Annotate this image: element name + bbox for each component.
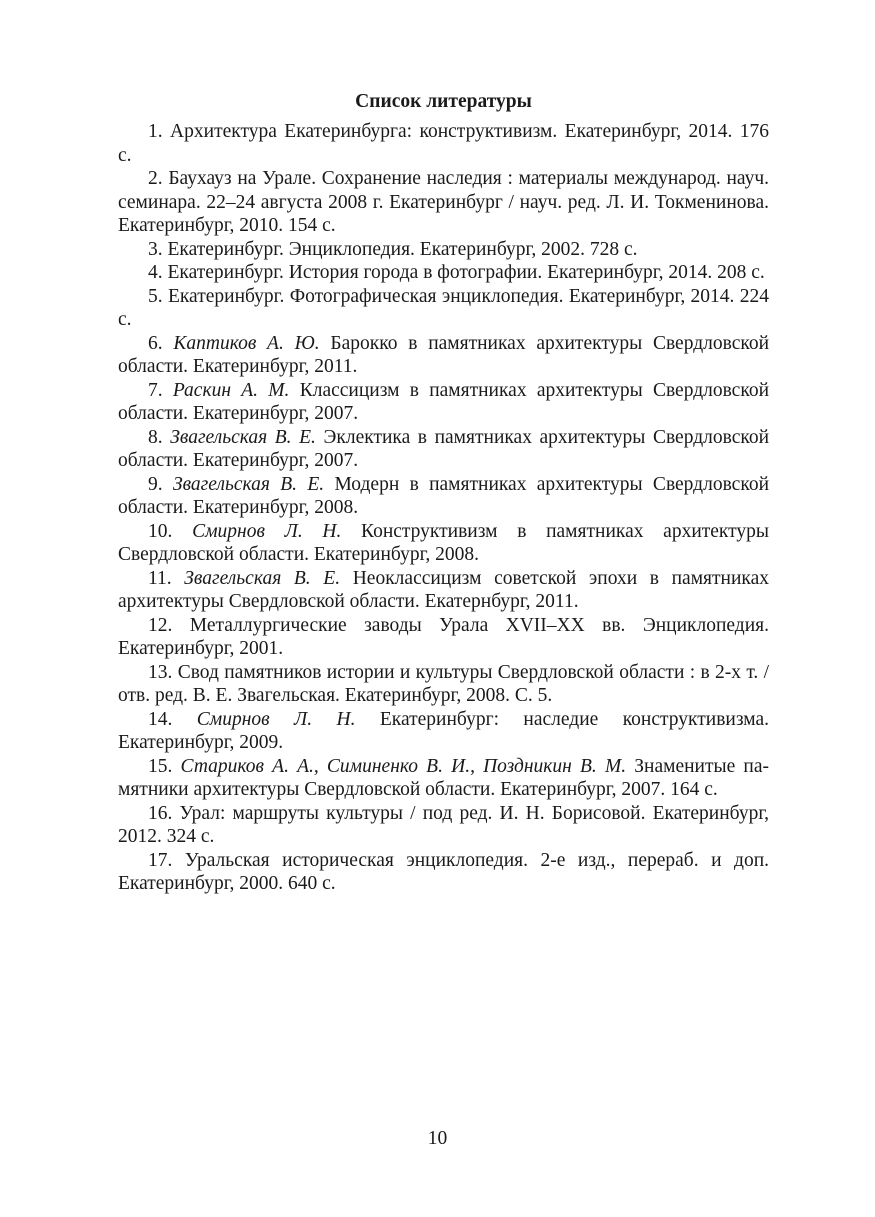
reference-item bbox=[118, 167, 769, 238]
reference-item bbox=[118, 802, 769, 849]
reference-number: 15. bbox=[148, 755, 173, 777]
reference-item bbox=[118, 567, 769, 614]
reference-number: 4. bbox=[148, 262, 163, 283]
reference-text: Конструктивизм в памятниках архитектуры Свердловской области. Екатеринбург, 2008. bbox=[118, 520, 770, 565]
reference-text: Знаменитые памятники архитектуры Свердловской области. Екатеринбург, 2007. 164 с. bbox=[118, 755, 770, 800]
reference-number: 14. bbox=[148, 708, 173, 730]
reference-number: 8. bbox=[148, 426, 163, 448]
reference-number: 17. bbox=[148, 849, 173, 871]
page-number: 10 bbox=[427, 1128, 448, 1149]
reference-text: Классицизм в памятниках архитектуры Свердловской области. Екатеринбург, 2007. bbox=[118, 379, 770, 424]
reference-author: Смирнов Л. Н. bbox=[196, 708, 356, 730]
reference-number: 12. bbox=[148, 614, 173, 636]
reference-item bbox=[118, 120, 769, 167]
reference-item bbox=[118, 661, 769, 708]
reference-text: Эклектика в памятниках архитектуры Свердловской области. Екатеринбург, 2007. bbox=[118, 426, 770, 471]
reference-text: Металлургические заводы Урала XVII–XX вв. Энциклопедия. Екатеринбург, 2001. bbox=[118, 614, 770, 659]
reference-text: Архитектура Екатеринбурга: конструктивизм. Екатеринбург, 2014. 176 с. bbox=[118, 121, 770, 166]
reference-text: Барокко в памятниках архитектуры Свердловской области. Екатеринбург, 2011. bbox=[118, 332, 770, 377]
reference-item bbox=[118, 755, 769, 802]
reference-text: Модерн в памятниках архитектуры Свердловской области. Екатеринбург, 2008. bbox=[118, 473, 769, 518]
reference-text: Уральская историческая энциклопедия. 2-е изд., перераб. и доп. Екатеринбург, 2000. 640 с. bbox=[118, 849, 770, 894]
reference-author: Раскин А. М. bbox=[172, 379, 290, 401]
reference-number: 10. bbox=[148, 520, 173, 542]
reference-item bbox=[118, 379, 769, 426]
reference-text: Урал: маршруты культуры / под ред. И. Н. Борисовой. Екатеринбург, 2012. 324 с. bbox=[118, 802, 770, 847]
reference-text: Екатеринбург. Энциклопедия. Екатеринбург, 2002. 728 с. bbox=[167, 238, 638, 260]
reference-author: Звагельская В. Е. bbox=[184, 567, 341, 589]
reference-item bbox=[118, 473, 769, 520]
reference-item bbox=[118, 238, 769, 262]
reference-text: Свод памятников истории и культуры Свердловской области : в 2-х т. / отв. ред. В. Е. Звагельская. Екатеринбург, 2008. С. 5. bbox=[118, 661, 769, 706]
reference-number: 2. bbox=[148, 168, 163, 189]
reference-text: Неоклассицизм советской эпохи в памятниках архитектуры Свердловской области. Екатернбург, 2011. bbox=[118, 567, 770, 612]
page-title: Список литературы bbox=[355, 91, 532, 112]
reference-text: Екатеринбург: наследие конструктивизма. Екатеринбург, 2009. bbox=[118, 708, 770, 753]
reference-item bbox=[118, 849, 769, 896]
reference-number: 16. bbox=[148, 802, 173, 824]
reference-number: 11. bbox=[148, 567, 172, 589]
reference-author: Смирнов Л. Н. bbox=[192, 520, 342, 542]
reference-item bbox=[118, 614, 769, 661]
reference-text: Баухауз на Урале. Сохранение наследия : материалы международ. науч. семинара. 22–24 августа 2008 г. Екатеринбург / науч. ред. Л. И. Токменинова. Екатеринбург, 2010. 154 с. bbox=[118, 168, 769, 236]
reference-number: 6. bbox=[148, 332, 163, 354]
reference-item bbox=[118, 285, 769, 332]
reference-number: 9. bbox=[148, 473, 163, 495]
reference-number: 13. bbox=[148, 661, 173, 683]
reference-number: 7. bbox=[148, 379, 163, 401]
reference-number: 5. bbox=[148, 285, 163, 307]
reference-list bbox=[118, 120, 769, 896]
reference-item bbox=[118, 520, 769, 567]
reference-author: Звагельская В. Е. bbox=[172, 473, 325, 495]
reference-item bbox=[118, 332, 769, 379]
reference-item bbox=[118, 426, 769, 473]
reference-item bbox=[118, 261, 769, 285]
reference-text: Екатеринбург. История города в фотографии. Екатеринбург, 2014. 208 с. bbox=[167, 262, 765, 283]
reference-item bbox=[118, 708, 769, 755]
reference-author: Стариков А. А., Симиненко В. И., Поздникин В. М. bbox=[180, 755, 627, 777]
reference-author: Звагельская В. Е. bbox=[170, 426, 316, 448]
reference-number: 1. bbox=[148, 121, 163, 142]
reference-text: Екатеринбург. Фотографическая энциклопедия. Екатеринбург, 2014. 224 с. bbox=[118, 285, 769, 330]
reference-number: 3. bbox=[148, 238, 163, 260]
reference-author: Каптиков А. Ю. bbox=[173, 332, 320, 354]
